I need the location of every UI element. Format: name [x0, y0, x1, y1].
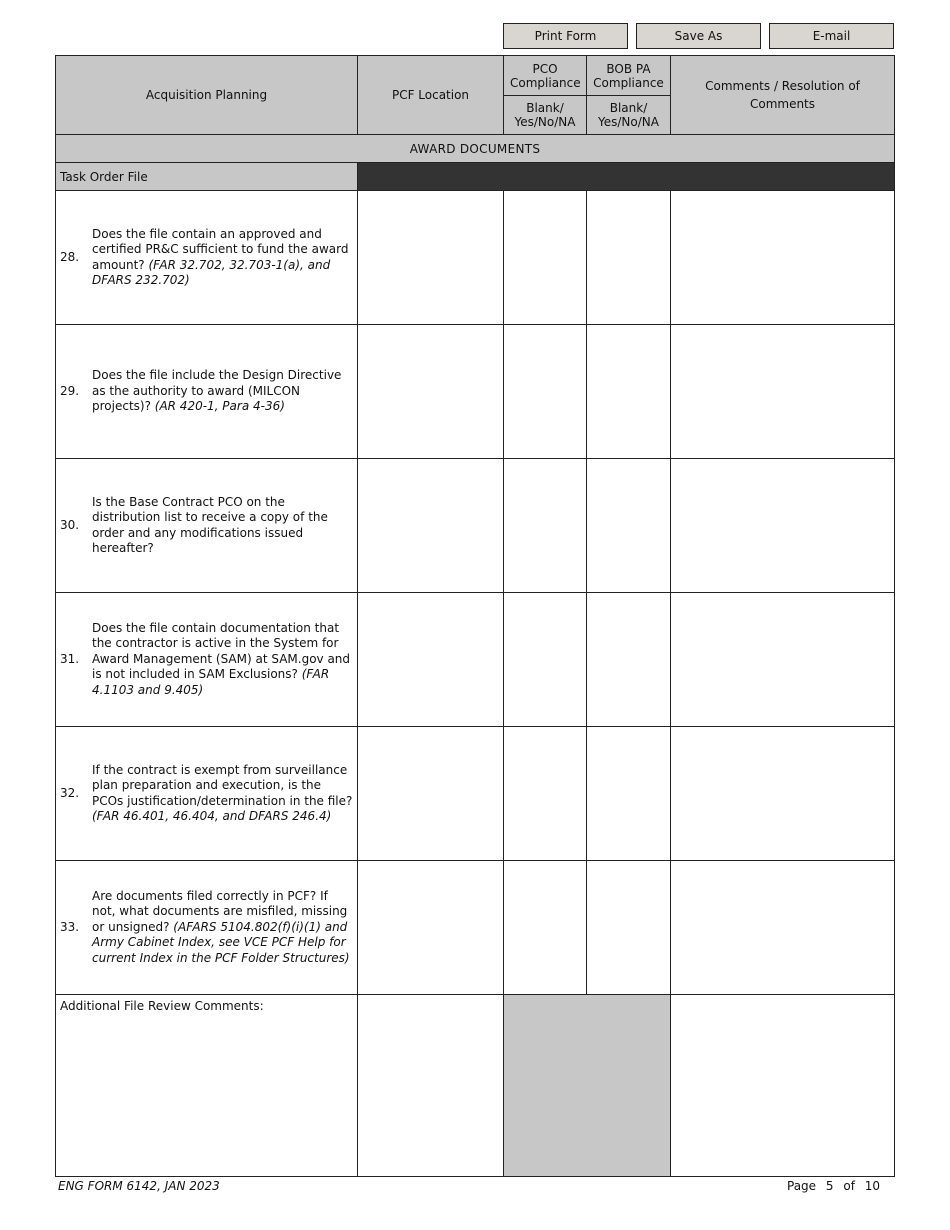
comments-field[interactable] — [671, 325, 895, 459]
page-indicator — [787, 1179, 880, 1193]
question-cell — [56, 861, 358, 995]
bob-compliance-field[interactable] — [587, 325, 671, 459]
pcf-location-field[interactable] — [358, 191, 504, 325]
question-reference: (AFARS 5104.802(f)(i)(1) and Army Cabinet Index, see VCE PCF Help for current Index in the PCF Folder Structures) — [92, 919, 350, 965]
review-table — [55, 55, 895, 1177]
question-text: Does the file contain an approved and certified PR&C sufficient to fund the award amount? (FAR 32.702, 32.703-1(a), and DFARS 232.702) — [92, 226, 349, 287]
question-cell — [56, 191, 358, 325]
pcf-location-field[interactable] — [358, 459, 504, 593]
pco-compliance-field[interactable] — [504, 459, 587, 593]
pco-compliance-field[interactable] — [504, 727, 587, 861]
header-pco-compliance: PCO Compliance — [504, 56, 587, 96]
question-row — [56, 459, 895, 593]
section-award-documents: AWARD DOCUMENTS — [56, 135, 895, 163]
question-row — [56, 861, 895, 995]
question-reference: (FAR 4.1103 and 9.405) — [92, 667, 330, 697]
pco-compliance-field[interactable] — [504, 191, 587, 325]
question-number: 29. — [60, 383, 80, 398]
question-text: Are documents filed correctly in PCF? If not, what documents are misfiled, missing or unsigned? (AFARS 5104.802(f)(i)(1) and Army Cabinet Index, see VCE PCF Help for current Index in the PCF Folder Structures) — [92, 888, 350, 965]
bob-compliance-field[interactable] — [587, 459, 671, 593]
header-pcf-location: PCF Location — [358, 56, 504, 135]
pcf-location-field[interactable] — [358, 593, 504, 727]
additional-pcf-location-field[interactable] — [358, 995, 504, 1177]
bob-compliance-field[interactable] — [587, 727, 671, 861]
comments-field[interactable] — [671, 191, 895, 325]
form-number: ENG FORM 6142, JAN 2023 — [58, 1179, 220, 1193]
bob-compliance-field[interactable] — [587, 861, 671, 995]
additional-comments-row — [56, 995, 895, 1177]
of-label: of — [843, 1179, 855, 1193]
comments-field[interactable] — [671, 593, 895, 727]
bob-compliance-field[interactable] — [587, 191, 671, 325]
question-number: 28. — [60, 249, 80, 264]
question-number: 30. — [60, 517, 80, 532]
header-acquisition-planning: Acquisition Planning — [56, 56, 358, 135]
save-as-button[interactable]: Save As — [636, 23, 761, 49]
question-number: 31. — [60, 651, 80, 666]
question-text: Does the file include the Design Directive as the authority to award (MILCON projects)? (AR 420-1, Para 4-36) — [92, 368, 342, 414]
question-text: Is the Base Contract PCO on the distribution list to receive a copy of the order and any modifications issued hereafter? — [92, 494, 328, 555]
question-row — [56, 325, 895, 459]
header-bob-compliance: BOB PA Compliance — [587, 56, 671, 96]
additional-comments-field[interactable] — [56, 995, 358, 1177]
pco-compliance-field[interactable] — [504, 861, 587, 995]
additional-compliance-blocked — [504, 995, 671, 1177]
question-row — [56, 593, 895, 727]
page-total: 10 — [864, 1179, 881, 1193]
pcf-location-field[interactable] — [358, 861, 504, 995]
header-bob-options: Blank/ Yes/No/NA — [587, 96, 671, 135]
subsection-task-order-file: Task Order File — [56, 163, 358, 191]
question-row — [56, 727, 895, 861]
question-cell — [56, 325, 358, 459]
email-button[interactable]: E-mail — [769, 23, 894, 49]
comments-field[interactable] — [671, 861, 895, 995]
additional-comments-label: Additional File Review Comments: — [60, 999, 264, 1013]
print-form-button[interactable]: Print Form — [503, 23, 628, 49]
question-text: Does the file contain documentation that the contractor is active in the System for Award Management (SAM) at SAM.gov and is not included in SAM Exclusions? (FAR 4.1103 and 9.405) — [92, 620, 351, 697]
page-label: Page — [787, 1179, 817, 1193]
pco-compliance-field[interactable] — [504, 325, 587, 459]
additional-comments-resolution-field[interactable] — [671, 995, 895, 1177]
page-number: 5 — [825, 1179, 834, 1193]
question-text: If the contract is exempt from surveillance plan preparation and execution, is the PCOs justification/determination in the file? (FAR 46.401, 46.404, and DFARS 246.4) — [92, 762, 353, 823]
question-reference: (FAR 32.702, 32.703-1(a), and DFARS 232.702) — [92, 257, 331, 287]
bob-compliance-field[interactable] — [587, 593, 671, 727]
pco-compliance-field[interactable] — [504, 593, 587, 727]
header-pco-options: Blank/ Yes/No/NA — [504, 96, 587, 135]
comments-field[interactable] — [671, 727, 895, 861]
question-cell — [56, 727, 358, 861]
question-row — [56, 191, 895, 325]
subsection-blackout — [358, 163, 895, 191]
question-cell — [56, 593, 358, 727]
question-number: 33. — [60, 919, 80, 934]
question-reference: (AR 420-1, Para 4-36) — [154, 399, 285, 414]
question-cell — [56, 459, 358, 593]
header-comments: Comments / Resolution of Comments — [671, 56, 895, 135]
question-number: 32. — [60, 785, 80, 800]
comments-field[interactable] — [671, 459, 895, 593]
pcf-location-field[interactable] — [358, 325, 504, 459]
question-reference: (FAR 46.401, 46.404, and DFARS 246.4) — [92, 809, 332, 823]
pcf-location-field[interactable] — [358, 727, 504, 861]
